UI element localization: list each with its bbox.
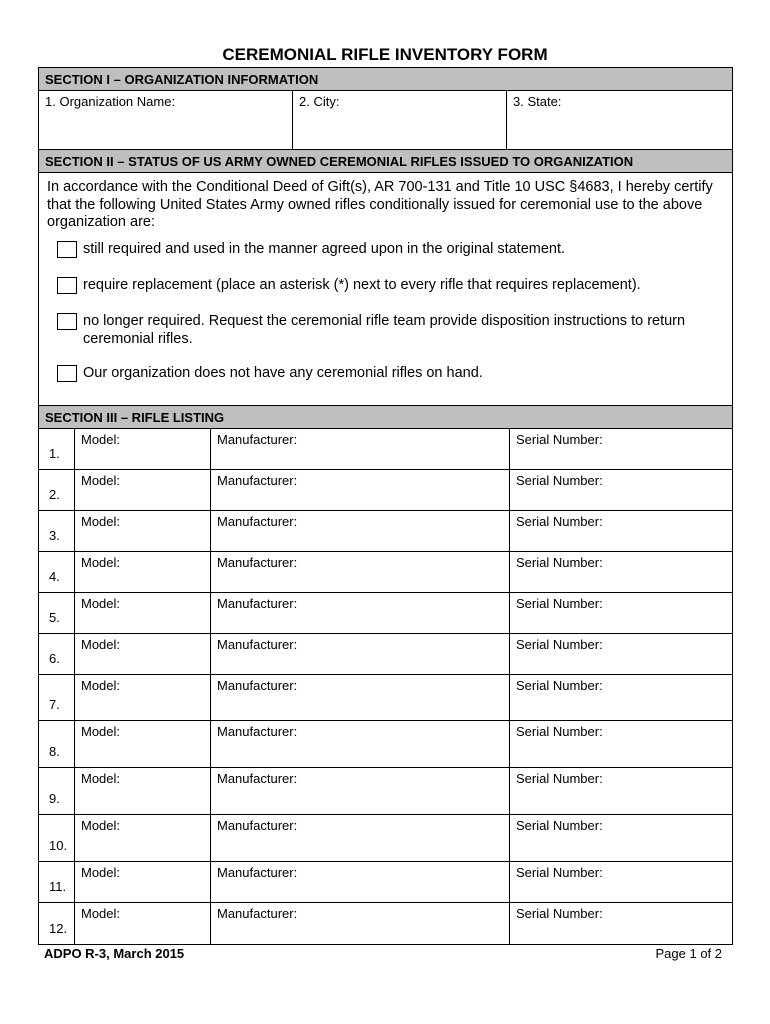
- manufacturer-label: Manufacturer:: [217, 818, 298, 833]
- manufacturer-label: Manufacturer:: [217, 637, 298, 652]
- manufacturer-label: Manufacturer:: [217, 432, 298, 447]
- certification-text: In accordance with the Conditional Deed of Gift(s), AR 700-131 and Title 10 USC §4683, I hereby certify that the following United States Army owned rifles conditionally issued for ceremonial use to the above organization are:: [47, 179, 713, 230]
- serial-number-field[interactable]: [510, 862, 732, 902]
- serial-number-label: Serial Number:: [516, 555, 603, 570]
- table-row: [39, 815, 732, 862]
- row-number-cell: [39, 429, 75, 469]
- serial-number-field[interactable]: [510, 815, 732, 861]
- table-row: [39, 675, 732, 721]
- model-label: Model:: [81, 678, 121, 693]
- row-number-cell: [39, 675, 75, 720]
- state-label: 3. State:: [513, 94, 562, 109]
- organization-name-field[interactable]: [39, 91, 293, 149]
- row-number: 9.: [49, 791, 60, 806]
- manufacturer-label: Manufacturer:: [217, 724, 298, 739]
- manufacturer-field[interactable]: [211, 429, 510, 469]
- model-label: Model:: [81, 514, 121, 529]
- row-number: 8.: [49, 744, 60, 759]
- model-field[interactable]: [75, 470, 211, 510]
- no-longer-required-label: no longer required. Request the ceremonial rifle team provide disposition instructions to return ceremonial rifles.: [83, 313, 686, 347]
- no-rifles-checkbox[interactable]: [57, 365, 77, 382]
- row-number-cell: [39, 903, 75, 944]
- serial-number-field[interactable]: [510, 721, 732, 767]
- manufacturer-field[interactable]: [211, 675, 510, 720]
- serial-number-label: Serial Number:: [516, 724, 603, 739]
- serial-number-field[interactable]: [510, 675, 732, 720]
- row-number-cell: [39, 511, 75, 551]
- page-number: Page 1 of 2: [655, 946, 722, 961]
- model-field[interactable]: [75, 511, 211, 551]
- option-no-rifles: [57, 365, 723, 383]
- manufacturer-field[interactable]: [211, 511, 510, 551]
- table-row: [39, 511, 732, 552]
- serial-number-field[interactable]: [510, 903, 732, 944]
- manufacturer-label: Manufacturer:: [217, 865, 298, 880]
- row-number-cell: [39, 721, 75, 767]
- row-number-cell: [39, 470, 75, 510]
- row-number: 6.: [49, 651, 60, 666]
- section-1-heading: SECTION I – ORGANIZATION INFORMATION: [39, 68, 732, 91]
- model-label: Model:: [81, 637, 121, 652]
- model-field[interactable]: [75, 593, 211, 633]
- manufacturer-label: Manufacturer:: [217, 678, 298, 693]
- serial-number-field[interactable]: [510, 593, 732, 633]
- serial-number-field[interactable]: [510, 429, 732, 469]
- serial-number-label: Serial Number:: [516, 432, 603, 447]
- row-number: 4.: [49, 569, 60, 584]
- serial-number-label: Serial Number:: [516, 771, 603, 786]
- section-3-heading: SECTION III – RIFLE LISTING: [39, 406, 732, 429]
- row-number: 3.: [49, 528, 60, 543]
- row-number-cell: [39, 768, 75, 814]
- option-still-required: [57, 241, 723, 259]
- serial-number-label: Serial Number:: [516, 637, 603, 652]
- still-required-checkbox[interactable]: [57, 241, 77, 258]
- section-2-heading: SECTION II – STATUS OF US ARMY OWNED CEREMONIAL RIFLES ISSUED TO ORGANIZATION: [39, 150, 732, 173]
- model-field[interactable]: [75, 903, 211, 944]
- table-row: [39, 903, 732, 944]
- row-number: 12.: [49, 921, 68, 936]
- model-label: Model:: [81, 906, 121, 921]
- serial-number-field[interactable]: [510, 470, 732, 510]
- model-label: Model:: [81, 818, 121, 833]
- form-id: ADPO R-3, March 2015: [44, 946, 185, 961]
- row-number: 1.: [49, 446, 60, 461]
- model-field[interactable]: [75, 721, 211, 767]
- table-row: [39, 721, 732, 768]
- manufacturer-field[interactable]: [211, 470, 510, 510]
- require-replacement-checkbox[interactable]: [57, 277, 77, 294]
- manufacturer-label: Manufacturer:: [217, 514, 298, 529]
- manufacturer-field[interactable]: [211, 815, 510, 861]
- row-number: 7.: [49, 697, 60, 712]
- table-row: [39, 470, 732, 511]
- row-number: 2.: [49, 487, 60, 502]
- serial-number-label: Serial Number:: [516, 514, 603, 529]
- model-label: Model:: [81, 555, 121, 570]
- manufacturer-label: Manufacturer:: [217, 555, 298, 570]
- model-field[interactable]: [75, 429, 211, 469]
- form-title: CEREMONIAL RIFLE INVENTORY FORM: [222, 45, 548, 64]
- form-table: [38, 67, 733, 945]
- model-field[interactable]: [75, 768, 211, 814]
- model-field[interactable]: [75, 862, 211, 902]
- manufacturer-label: Manufacturer:: [217, 771, 298, 786]
- serial-number-label: Serial Number:: [516, 865, 603, 880]
- serial-number-field[interactable]: [510, 634, 732, 674]
- require-replacement-label: require replacement (place an asterisk (*) next to every rifle that requires replacement).: [83, 277, 641, 293]
- table-row: [39, 634, 732, 675]
- serial-number-field[interactable]: [510, 552, 732, 592]
- manufacturer-label: Manufacturer:: [217, 473, 298, 488]
- row-number: 10.: [49, 838, 68, 853]
- rifle-listing: [39, 429, 732, 944]
- no-rifles-label: Our organization does not have any ceremonial rifles on hand.: [83, 365, 483, 381]
- serial-number-label: Serial Number:: [516, 906, 603, 921]
- row-number-cell: [39, 634, 75, 674]
- serial-number-label: Serial Number:: [516, 678, 603, 693]
- serial-number-label: Serial Number:: [516, 596, 603, 611]
- table-row: [39, 768, 732, 815]
- row-number-cell: [39, 815, 75, 861]
- option-no-longer-required: [57, 313, 723, 348]
- manufacturer-field[interactable]: [211, 862, 510, 902]
- manufacturer-label: Manufacturer:: [217, 906, 298, 921]
- serial-number-field[interactable]: [510, 511, 732, 551]
- model-label: Model:: [81, 596, 121, 611]
- manufacturer-field[interactable]: [211, 593, 510, 633]
- manufacturer-label: Manufacturer:: [217, 596, 298, 611]
- model-field[interactable]: [75, 634, 211, 674]
- organization-name-label: 1. Organization Name:: [45, 94, 176, 109]
- manufacturer-field[interactable]: [211, 634, 510, 674]
- table-row: [39, 429, 732, 470]
- row-number: 11.: [49, 879, 67, 894]
- manufacturer-field[interactable]: [211, 552, 510, 592]
- still-required-label: still required and used in the manner agreed upon in the original statement.: [83, 241, 566, 257]
- manufacturer-field[interactable]: [211, 903, 510, 944]
- model-field[interactable]: [75, 815, 211, 861]
- model-label: Model:: [81, 865, 121, 880]
- state-field[interactable]: [507, 91, 732, 149]
- row-number-cell: [39, 552, 75, 592]
- model-label: Model:: [81, 724, 121, 739]
- model-label: Model:: [81, 771, 121, 786]
- section-2-body: [39, 173, 732, 406]
- table-row: [39, 862, 732, 903]
- organization-row: [39, 91, 732, 150]
- option-require-replacement: [57, 277, 723, 295]
- row-number: 5.: [49, 610, 60, 625]
- model-field[interactable]: [75, 552, 211, 592]
- serial-number-label: Serial Number:: [516, 473, 603, 488]
- table-row: [39, 593, 732, 634]
- no-longer-required-checkbox[interactable]: [57, 313, 77, 330]
- row-number-cell: [39, 593, 75, 633]
- serial-number-field[interactable]: [510, 768, 732, 814]
- row-number-cell: [39, 862, 75, 902]
- model-field[interactable]: [75, 675, 211, 720]
- city-field[interactable]: [293, 91, 507, 149]
- serial-number-label: Serial Number:: [516, 818, 603, 833]
- manufacturer-field[interactable]: [211, 768, 510, 814]
- manufacturer-field[interactable]: [211, 721, 510, 767]
- table-row: [39, 552, 732, 593]
- model-label: Model:: [81, 432, 121, 447]
- city-label: 2. City:: [299, 94, 340, 109]
- model-label: Model:: [81, 473, 121, 488]
